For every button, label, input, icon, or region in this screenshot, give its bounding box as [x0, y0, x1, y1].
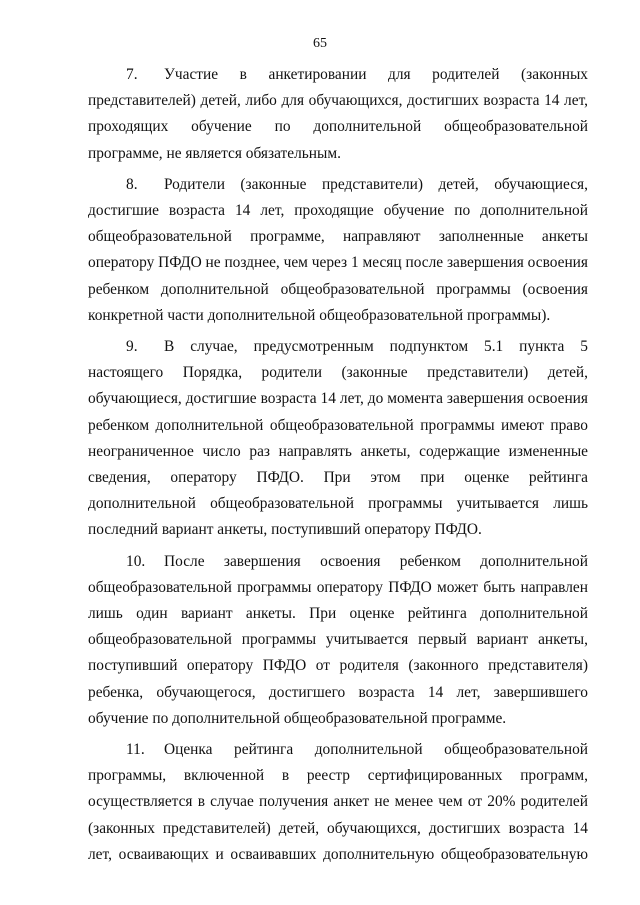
- paragraph-text: Родители (законные представители) детей, обучающиеся, достигшие возраста 14 лет, проходящие обучение по дополнительной общеобразовательной программе, направляют заполненные анкеты оператору ПФДО не позднее, чем через 1 месяц после завершения освоения ребенком дополнительной общеобразовательной программы (освоения конкретной части дополнительной общеобразовательной программы).: [88, 175, 588, 324]
- document-body: [88, 62, 588, 873]
- paragraph-number: 10.: [126, 552, 146, 570]
- page-number: 65: [313, 36, 327, 51]
- paragraph-number: 8.: [126, 175, 138, 193]
- paragraph-text: В случае, предусмотренным подпунктом 5.1 пункта 5 настоящего Порядка, родители (законные представители) детей, обучающиеся, достигшие возраста 14 лет, до момента завершения освоения ребенком дополнительной общеобразовательной программы имеют право неограниченное число раз направлять анкеты, содержащие измененные сведения, оператору ПФДО. При этом при оценке рейтинга дополнительной общеобразовательной программы учитывается лишь последний вариант анкеты, поступивший оператору ПФДО.: [88, 338, 588, 539]
- paragraph-7: [88, 62, 588, 167]
- paragraph-text: После завершения освоения ребенком дополнительной общеобразовательной программы оператору ПФДО может быть направлен лишь один вариант анкеты. При оценке рейтинга дополнительной общеобразовательной программы учитывается первый вариант анкеты, поступивший оператору ПФДО от родителя (законного представителя) ребенка, обучающегося, достигшего возраста 14 лет, завершившего обучение по дополнительной общеобразовательной программе.: [88, 552, 588, 727]
- paragraph-10: [88, 549, 588, 732]
- paragraph-text: Участие в анкетировании для родителей (законных представителей) детей, либо для обучающихся, достигших возраста 14 лет, проходящих обучение по дополнительной общеобразовательной программе, не является обязательным.: [88, 66, 588, 162]
- paragraph-number: 7.: [126, 66, 138, 83]
- paragraph-11: [88, 737, 588, 868]
- paragraph-number: 9.: [126, 338, 138, 356]
- paragraph-8: [88, 172, 588, 329]
- paragraph-9: [88, 334, 588, 544]
- paragraph-text: Оценка рейтинга дополнительной общеобразовательной программы, включенной в реестр сертифицированных программ, осуществляется в случае получения анкет не менее чем от 20% родителей (законных представителей) детей, обучающихся, достигших возраста 14 лет, осваивающих и осваивавших дополнительную общеобразовательную: [88, 741, 588, 863]
- paragraph-number: 11.: [126, 741, 145, 759]
